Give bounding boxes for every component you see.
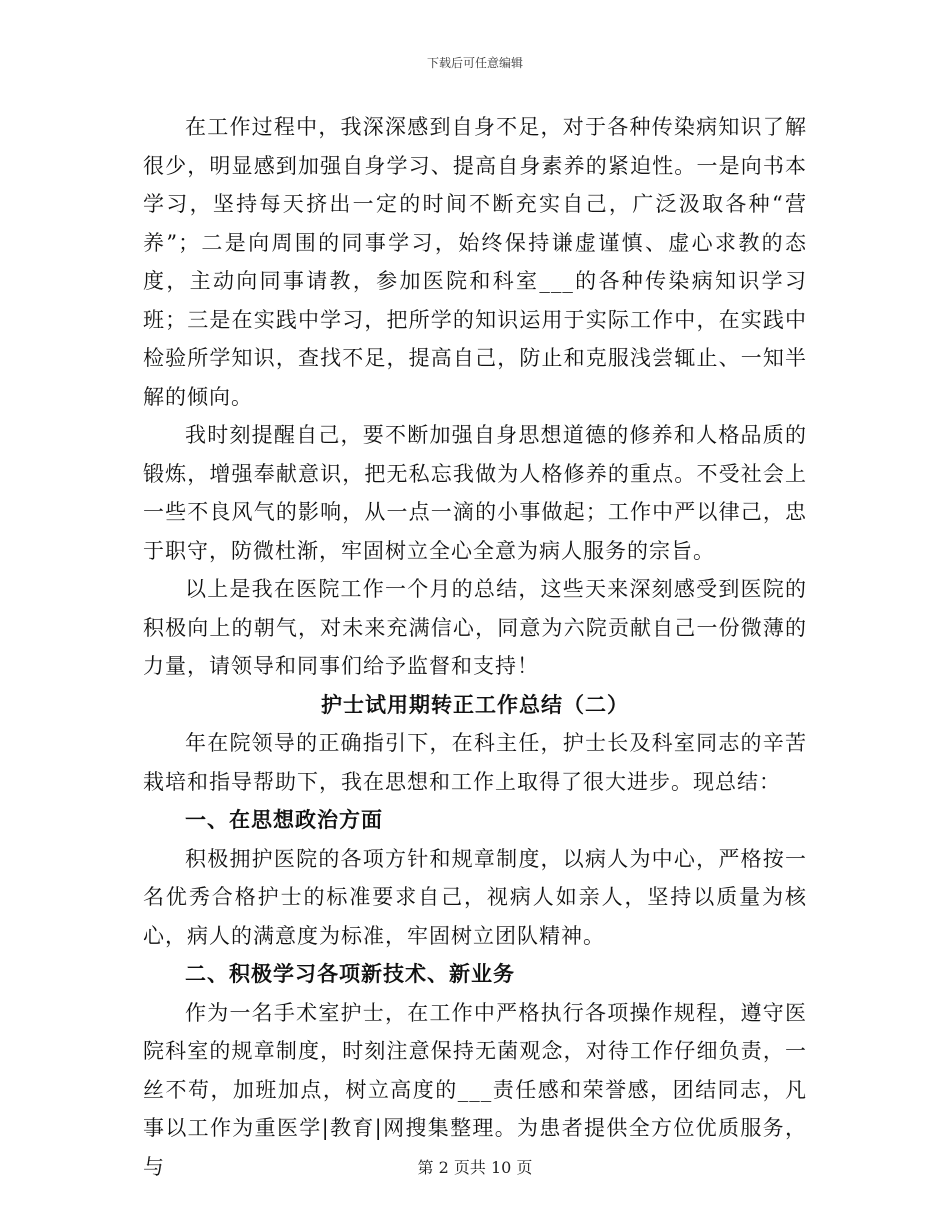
paragraph: 以上是我在医院工作一个月的总结，这些天来深刻感受到医院的积极向上的朝气，对未来充满信心，同意为六院贡献自己一份微薄的力量，请领导和同事们给予监督和支持！ — [143, 577, 807, 678]
paragraph: 我时刻提醒自己，要不断加强自身思想道德的修养和人格品质的锻炼，增强奉献意识，把无私忘我做为人格修养的重点。不受社会上一些不良风气的影响，从一点一滴的小事做起；工作中严以律己，忠于职守，防微杜渐，牢固树立全心全意为病人服务的宗旨。 — [143, 423, 807, 563]
document-body — [143, 108, 807, 1186]
paragraph: 年在院领导的正确指引下，在科主任，护士长及科室同志的辛苦栽培和指导帮助下，我在思想和工作上取得了很大进步。现总结： — [143, 731, 807, 794]
page-header: 下载后可任意编辑 — [426, 56, 523, 70]
section-title: 护士试用期转正工作总结（二） — [321, 691, 629, 717]
section-heading: 一、在思想政治方面 — [185, 807, 383, 832]
paragraph: 积极拥护医院的各项方针和规章制度，以病人为中心，严格按一名优秀合格护士的标准要求自己，视病人如亲人，坚持以质量为核心，病人的满意度为标准，牢固树立团队精神。 — [143, 846, 807, 948]
page-number: 第 2 页共 10 页 — [417, 1158, 533, 1177]
section-heading: 二、积极学习各项新技术、新业务 — [185, 961, 515, 986]
paragraph: 作为一名手术室护士，在工作中严格执行各项操作规程，遵守医院科室的规章制度，时刻注意保持无菌观念，对待工作仔细负责，一丝不苟，加班加点，树立高度的___责任感和荣誉感，团结同志，凡事以工作为重医学|教育|网搜集整理。为患者提供全方位优质服务，与 — [143, 1000, 807, 1179]
paragraph: 在工作过程中，我深深感到自身不足，对于各种传染病知识了解很少，明显感到加强自身学习、提高自身素养的紧迫性。一是向书本学习，坚持每天挤出一定的时间不断充实自己，广泛汲取各种“营养”；二是向周围的同事学习，始终保持谦虚谨慎、虚心求教的态度，主动向同事请教，参加医院和科室___的各种传染病知识学习班；三是在实践中学习，把所学的知识运用于实际工作中，在实践中检验所学知识，查找不足，提高自己，防止和克服浅尝辄止、一知半解的倾向。 — [143, 115, 807, 409]
